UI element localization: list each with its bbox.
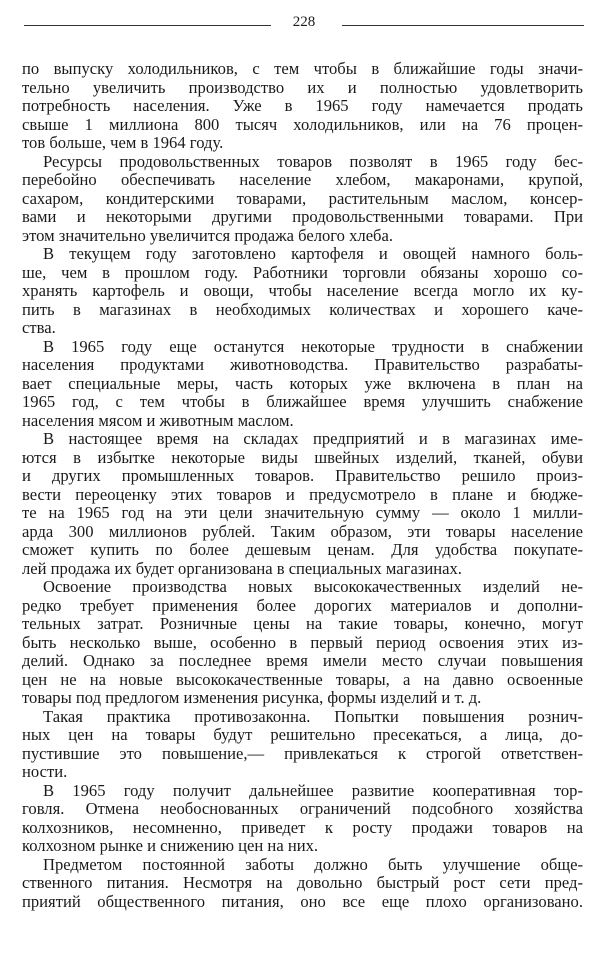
text-line: этом значительно увеличится продажа белого хлеба. — [22, 225, 394, 245]
text-line: пить в магазинах в необходимых количествах и хорошего каче- — [22, 299, 583, 319]
text-line: Освоение производства новых высококачественных изделий не- — [43, 577, 583, 596]
text-line: Такая практика противозаконна. Попытки повышения рознич- — [43, 706, 583, 726]
text-line: цен не на новые высококачественные товары, а на давно освоенные — [22, 669, 583, 689]
text-line: и других промышленных товаров. Правительство решило произ- — [22, 466, 583, 485]
text-line: те на 1965 год на эти цели значительную сумму — около 1 милли- — [22, 503, 583, 522]
text-line: Предметом постоянной заботы должно быть улучшение обще- — [43, 854, 583, 874]
text-line: ства. — [22, 318, 56, 337]
text-line: редко требует применения более дорогих материалов и дополни- — [22, 595, 583, 615]
text-line: В 1965 году еще останутся некоторые трудности в снабжении — [43, 336, 583, 356]
paragraph — [22, 578, 583, 708]
paragraph — [22, 245, 583, 338]
text-line: сахаром, кондитерскими товарами, растительным маслом, консер- — [22, 188, 583, 208]
text-line: ности. — [22, 762, 68, 781]
page-header — [24, 14, 584, 34]
text-line: В 1965 году получит дальнейшее развитие кооперативная тор- — [43, 780, 583, 800]
text-line: тельно увеличить производство их и полностью удовлетворить — [22, 77, 583, 97]
text-line: ственного питания. Несмотря на довольно быстрый рост сети пред- — [22, 873, 583, 892]
text-line: населения продуктами животноводства. Правительство разрабаты- — [22, 355, 583, 374]
text-line: делий. Однако за последнее время имели место случаи повышения — [22, 651, 583, 670]
text-line: населения мясом и животным маслом. — [22, 410, 294, 430]
page-number: 228 — [292, 14, 316, 30]
page-body-text — [22, 60, 583, 911]
text-line: пустившие это повышение,— привлекаться к строгой ответствен- — [22, 743, 583, 763]
text-line: перебойно обеспечивать население хлебом, макаронами, крупой, — [22, 170, 583, 189]
paragraph — [22, 60, 583, 153]
text-line: ше, чем в прошлом году. Работники торговли обязаны хорошо со- — [22, 262, 583, 282]
text-line: сможет купить по более дешевым ценам. Для удобства покупате- — [22, 540, 583, 559]
paragraph — [22, 856, 583, 912]
text-line: вает специальные меры, часть которых уже включена в план на — [22, 373, 583, 393]
text-line: В настоящее время на складах предприятий и в магазинах име- — [43, 429, 583, 448]
text-line: говля. Отмена необоснованных ограничений подсобного хозяйства — [22, 799, 583, 818]
text-line: вести переоценку этих товаров и предусмотрело в плане и бюдже- — [22, 484, 583, 504]
text-line: колхозном рынке и снижению цен на них. — [22, 836, 319, 855]
paragraph — [22, 153, 583, 246]
header-rule-right — [342, 25, 584, 26]
text-line: приятий общественного питания, оно все еще плохо организовано. — [22, 891, 583, 911]
text-line: 1965 год, с тем чтобы в ближайшее время улучшить снабжение — [22, 392, 583, 411]
text-line: ются в избытке некоторые виды швейных изделий, тканей, обуви — [22, 447, 583, 467]
paragraph — [22, 430, 583, 578]
text-line: тельных затрат. Розничные цены на такие товары, конечно, могут — [22, 614, 583, 633]
text-line: быть несколько выше, особенно в первый период освоения этих из- — [22, 632, 583, 652]
text-line: вами и некоторыми другими продовольственными товарами. При — [22, 207, 583, 226]
paragraph — [22, 338, 583, 431]
text-line: лей продажа их будет организована в специальных магазинах. — [22, 558, 462, 578]
text-line: арда 300 миллионов рублей. Таким образом, эти товары население — [22, 521, 583, 541]
paragraph — [22, 708, 583, 782]
text-line: потребность населения. Уже в 1965 году намечается продать — [22, 96, 583, 115]
text-line: Ресурсы продовольственных товаров позволят в 1965 году бес- — [43, 151, 583, 171]
text-line: свыше 1 миллиона 800 тысяч холодильников, или на 76 процен- — [22, 114, 583, 134]
text-line: В текущем году заготовлено картофеля и овощей намного боль- — [43, 244, 583, 263]
text-line: тов больше, чем в 1964 году. — [22, 133, 224, 152]
paragraph — [22, 782, 583, 856]
text-line: по выпуску холодильников, с тем чтобы в ближайшие годы значи- — [22, 59, 583, 78]
text-line: ных цен на товары будут решительно пресекаться, а лица, до- — [22, 725, 583, 744]
text-line: хранять картофель и овощи, чтобы население всегда могло их ку- — [22, 281, 583, 300]
text-line: колхозников, несомненно, приведет к росту продажи товаров на — [22, 817, 583, 837]
text-line: товары под предлогом изменения рисунка, формы изделий и т. д. — [22, 688, 482, 707]
